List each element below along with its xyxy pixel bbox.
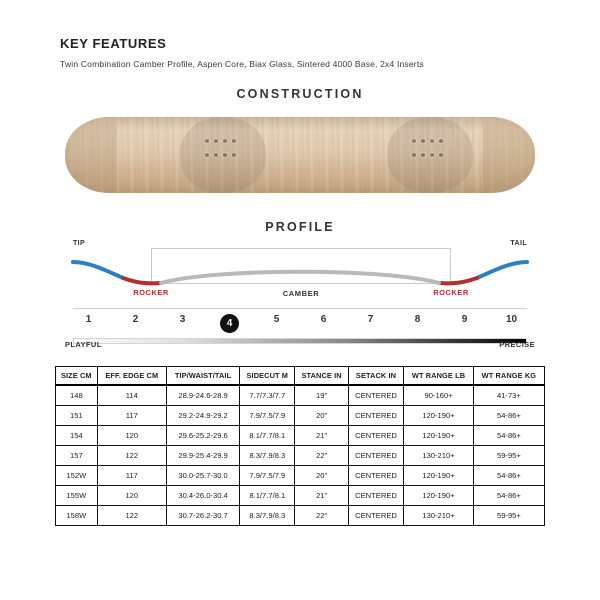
scale-divider (73, 308, 527, 309)
scale-number-5: 5 (273, 314, 280, 325)
table-cell-5: CENTERED (348, 446, 403, 466)
table-row (56, 385, 545, 406)
table-header-row (56, 367, 545, 386)
table-cell-5: CENTERED (348, 506, 403, 526)
table-cell-4: 19" (295, 385, 348, 406)
table-cell-2: 30.0-25.7-30.0 (166, 466, 239, 486)
scale-endpoint-labels (65, 340, 535, 349)
table-cell-3: 7.9/7.5/7.9 (240, 406, 295, 426)
table-cell-7: 54-86+ (473, 426, 544, 446)
profile-diagram (65, 240, 535, 306)
key-features-description: Twin Combination Camber Profile, Aspen Core, Biax Glass, Sintered 4000 Base, 2x4 Inserts (60, 59, 424, 69)
table-cell-7: 54-86+ (473, 406, 544, 426)
table-cell-4: 22" (295, 506, 348, 526)
table-cell-7: 54-86+ (473, 486, 544, 506)
table-cell-4: 21" (295, 486, 348, 506)
key-features-section (0, 0, 600, 69)
table-cell-0: 157 (56, 446, 98, 466)
table-cell-3: 7.7/7.3/7.7 (240, 385, 295, 406)
table-cell-2: 29.6-25.2-29.6 (166, 426, 239, 446)
table-cell-1: 122 (97, 506, 166, 526)
table-cell-3: 8.3/7.9/8.3 (240, 506, 295, 526)
table-cell-1: 114 (97, 385, 166, 406)
rocker-label-right: ROCKER (433, 288, 469, 297)
table-cell-7: 54-86+ (473, 466, 544, 486)
rocker-label-left: ROCKER (133, 288, 169, 297)
profile-tip-label: TIP (73, 240, 86, 247)
scale-number-8: 8 (414, 314, 421, 325)
scale-number-10: 10 (505, 314, 518, 325)
table-cell-6: 120-190+ (404, 486, 474, 506)
table-cell-3: 8.1/7.7/8.1 (240, 486, 295, 506)
table-header-cell-7: WT RANGE KG (473, 367, 544, 386)
table-row (56, 426, 545, 446)
table-header-cell-0: SIZE CM (56, 367, 98, 386)
profile-title: PROFILE (265, 220, 335, 234)
table-cell-4: 20" (295, 406, 348, 426)
table-header-cell-3: SIDECUT M (240, 367, 295, 386)
table-cell-2: 30.4-26.0-30.4 (166, 486, 239, 506)
table-body (56, 385, 545, 526)
table-cell-0: 155W (56, 486, 98, 506)
scale-number-1: 1 (85, 314, 92, 325)
table-cell-3: 8.3/7.9/8.3 (240, 446, 295, 466)
table-cell-5: CENTERED (348, 385, 403, 406)
table-cell-2: 29.2-24.9-29.2 (166, 406, 239, 426)
table-cell-5: CENTERED (348, 426, 403, 446)
flex-scale (65, 308, 535, 354)
table-cell-0: 154 (56, 426, 98, 446)
scale-number-3: 3 (179, 314, 186, 325)
profile-tail-label: TAIL (510, 240, 527, 247)
table-cell-6: 120-190+ (404, 406, 474, 426)
camber-label: CAMBER (282, 289, 320, 298)
scale-numbers (65, 314, 535, 333)
scale-label-precise: PRECISE (499, 340, 535, 349)
table-header-cell-4: STANCE IN (295, 367, 348, 386)
table-cell-7: 59-95+ (473, 506, 544, 526)
table-cell-3: 7.9/7.5/7.9 (240, 466, 295, 486)
table-cell-6: 120-190+ (404, 426, 474, 446)
table-cell-6: 130-210+ (404, 446, 474, 466)
table-cell-1: 120 (97, 486, 166, 506)
table-cell-1: 117 (97, 466, 166, 486)
table-cell-4: 20" (295, 466, 348, 486)
table-cell-5: CENTERED (348, 486, 403, 506)
table-cell-4: 21" (295, 426, 348, 446)
table-cell-0: 151 (56, 406, 98, 426)
scale-number-9: 9 (461, 314, 468, 325)
insert-pattern-left (205, 139, 239, 165)
table-cell-6: 130-210+ (404, 506, 474, 526)
scale-active-marker: 4 (220, 314, 239, 333)
table-cell-0: 148 (56, 385, 98, 406)
table-row (56, 506, 545, 526)
table-row (56, 466, 545, 486)
table-cell-2: 30.7-26.2-30.7 (166, 506, 239, 526)
table-cell-1: 120 (97, 426, 166, 446)
table-cell-6: 120-190+ (404, 466, 474, 486)
table-cell-7: 41-73+ (473, 385, 544, 406)
table-cell-3: 8.1/7.7/8.1 (240, 426, 295, 446)
scale-label-playful: PLAYFUL (65, 340, 102, 349)
table-header-cell-6: WT RANGE LB (404, 367, 474, 386)
table-cell-5: CENTERED (348, 406, 403, 426)
construction-title: CONSTRUCTION (236, 87, 364, 101)
table-cell-4: 22" (295, 446, 348, 466)
table-row (56, 486, 545, 506)
table-cell-5: CENTERED (348, 466, 403, 486)
table-header-cell-5: SETACK IN (348, 367, 403, 386)
size-spec-table-wrap (55, 366, 545, 526)
construction-diagram (65, 107, 535, 202)
table-cell-1: 122 (97, 446, 166, 466)
table-header-cell-2: TIP/WAIST/TAIL (166, 367, 239, 386)
scale-number-7: 7 (367, 314, 374, 325)
insert-pattern-right (412, 139, 446, 165)
table-cell-7: 59-95+ (473, 446, 544, 466)
table-cell-1: 117 (97, 406, 166, 426)
table-cell-2: 28.9-24.6-28.9 (166, 385, 239, 406)
table-cell-6: 90-160+ (404, 385, 474, 406)
table-row (56, 406, 545, 426)
size-spec-table (55, 366, 545, 526)
table-cell-2: 29.9-25.4-29.9 (166, 446, 239, 466)
table-cell-0: 158W (56, 506, 98, 526)
scale-number-4 (206, 314, 253, 333)
table-cell-0: 152W (56, 466, 98, 486)
table-header-cell-1: EFF. EDGE CM (97, 367, 166, 386)
table-row (56, 446, 545, 466)
scale-number-6: 6 (320, 314, 327, 325)
key-features-title: KEY FEATURES (60, 36, 167, 51)
scale-number-2: 2 (132, 314, 139, 325)
